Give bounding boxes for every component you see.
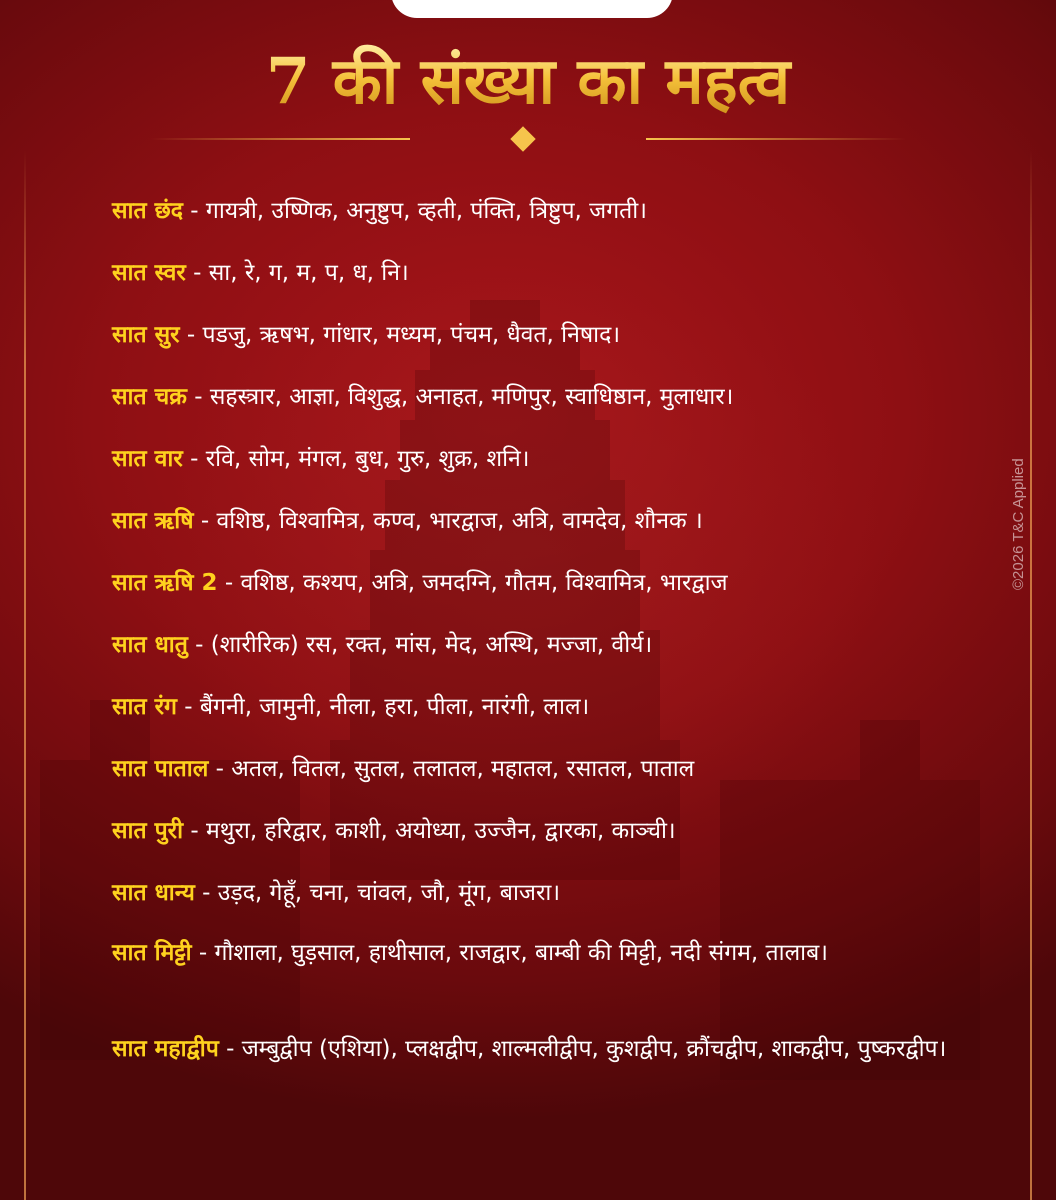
item-key: सात धातु (112, 632, 188, 658)
item-key: सात छंद (112, 198, 183, 224)
list-item (112, 190, 1012, 232)
list-item (112, 314, 1012, 356)
item-key: सात रंग (112, 694, 177, 720)
item-value: जम्बुद्वीप (एशिया), प्लक्षद्वीप, शाल्मलीद्वीप, कुशद्वीप, क्रौंचद्वीप, शाकद्वीप, पुष्करद्वीप। (241, 1036, 947, 1062)
item-separator: - (194, 384, 203, 410)
item-key: सात पाताल (112, 756, 209, 782)
item-separator: - (200, 508, 210, 534)
list-item (112, 438, 1012, 480)
item-separator: - (190, 446, 199, 472)
item-key: सात ऋषि 2 (112, 570, 218, 596)
item-value: रवि, सोम, मंगल, बुध, गुरु, शुक्र, शनि। (205, 446, 530, 472)
frame-border-left (24, 150, 26, 1200)
item-key: सात धान्य (112, 880, 195, 906)
item-separator: - (226, 1036, 235, 1062)
title-divider-left (150, 138, 410, 140)
item-key: सात मिट्टी (112, 940, 192, 966)
item-separator: - (195, 632, 204, 658)
item-separator: - (186, 322, 196, 348)
item-value: वशिष्ठ, कश्यप, अत्रि, जमदग्नि, गौतम, विश्वामित्र, भारद्वाज (240, 570, 728, 596)
item-key: सात चक्र (112, 384, 187, 410)
item-separator: - (224, 570, 234, 596)
title-divider-right (646, 138, 906, 140)
item-value: उड़द, गेहूँ, चना, चांवल, जौ, मूंग, बाजरा। (217, 880, 561, 906)
item-value: अतल, वितल, सुतल, तलातल, महातल, रसातल, पाताल (231, 756, 695, 782)
item-value: पडजु, ऋषभ, गांधार, मध्यम, पंचम, धैवत, निषाद। (202, 322, 621, 348)
item-separator: - (184, 694, 193, 720)
list-item (112, 810, 1012, 852)
top-tab (391, 0, 673, 18)
list-item (112, 1028, 1012, 1070)
item-value: सहस्त्रार, आज्ञा, विशुद्ध, अनाहत, मणिपुर, स्वाधिष्ठान, मुलाधार। (209, 384, 734, 410)
list-item (112, 376, 1012, 418)
item-value: बैंगनी, जामुनी, नीला, हरा, पीला, नारंगी, लाल। (199, 694, 590, 720)
item-value: वशिष्ठ, विश्वामित्र, कण्व, भारद्वाज, अत्रि, वामदेव, शौनक । (216, 508, 703, 534)
item-value: मथुरा, हरिद्वार, काशी, अयोध्या, उज्जैन, द्वारका, काञ्ची। (206, 818, 676, 844)
item-value: गायत्री, उष्णिक, अनुष्टुप, व्हती, पंक्ति, त्रिष्टुप, जगती। (205, 198, 647, 224)
item-key: सात वार (112, 446, 183, 472)
item-separator: - (190, 198, 199, 224)
list-item (112, 252, 1012, 294)
item-key: सात महाद्वीप (112, 1036, 219, 1062)
item-key: सात स्वर (112, 260, 186, 286)
list-item (112, 748, 1012, 790)
list-item (112, 562, 1012, 604)
list-item (112, 624, 1012, 666)
frame-border-right (1030, 150, 1032, 1200)
copyright-watermark: ©2026 T&C Applied (1010, 458, 1027, 590)
item-key: सात सुर (112, 322, 180, 348)
item-value: गौशाला, घुड़साल, हाथीसाल, राजद्वार, बाम्बी की मिट्टी, नदी संगम, तालाब। (214, 940, 828, 966)
item-separator: - (215, 756, 224, 782)
list-item (112, 932, 1012, 974)
page-title: 7 की संख्या का महत्व (0, 42, 1056, 122)
item-key: सात ऋषि (112, 508, 194, 534)
item-separator: - (198, 940, 208, 966)
list-item (112, 872, 1012, 914)
item-key: सात पुरी (112, 818, 184, 844)
item-value: सा, रे, ग, म, प, ध, नि। (208, 260, 409, 286)
item-value: (शारीरिक) रस, रक्त, मांस, मेद, अस्थि, मज्जा, वीर्य। (210, 632, 653, 658)
list-item (112, 500, 1012, 542)
item-separator: - (190, 818, 199, 844)
list-item (112, 686, 1012, 728)
item-separator: - (193, 260, 202, 286)
item-separator: - (202, 880, 211, 906)
